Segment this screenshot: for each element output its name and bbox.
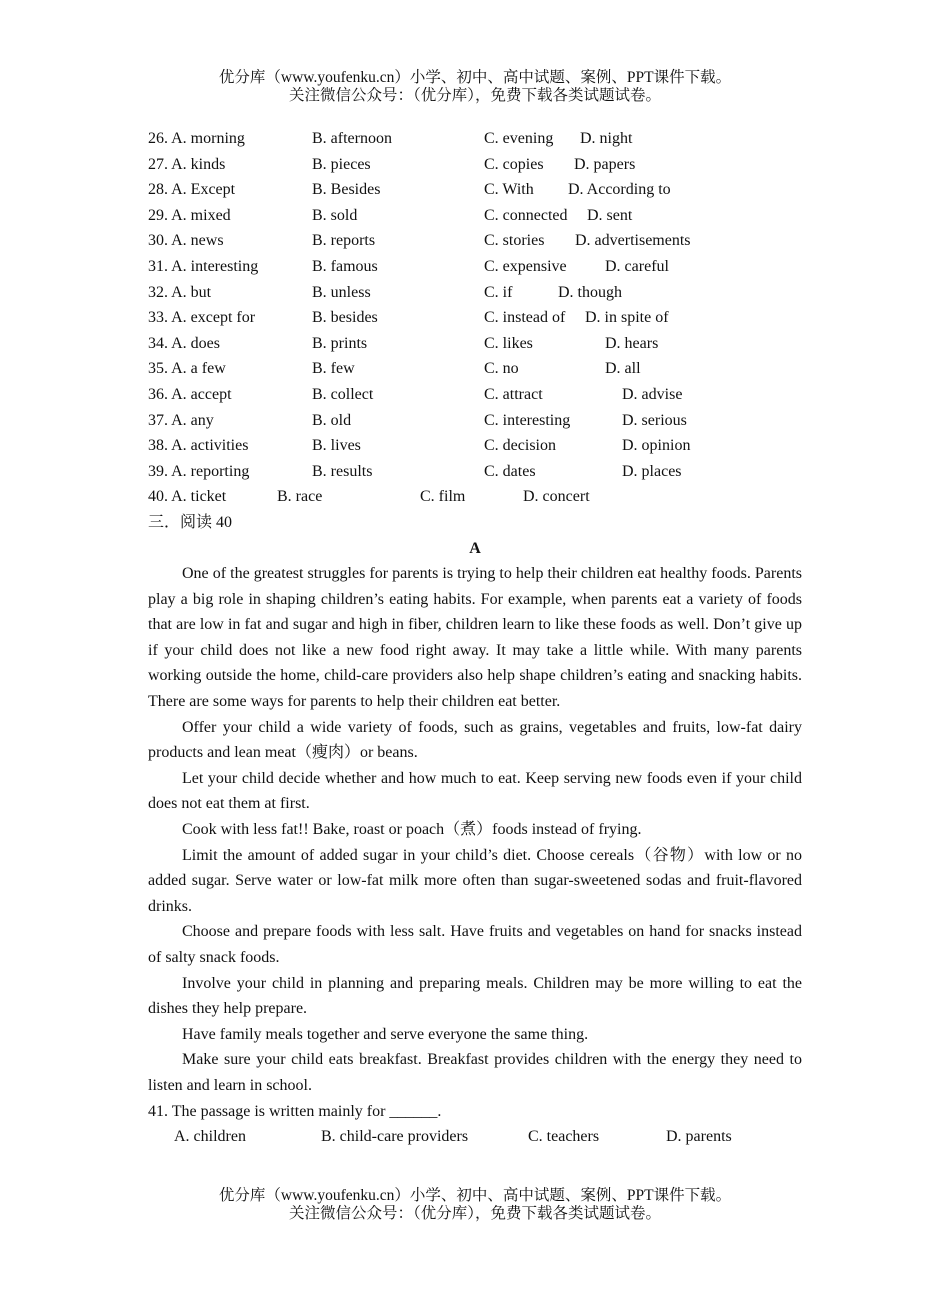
cloze-option-a: 29. A. mixed <box>148 206 231 224</box>
cloze-option-d: D. places <box>622 462 682 480</box>
passage-paragraph: Offer your child a wide variety of foods, such as grains, vegetables and fruits, low-fat dairy products and lean meat（瘦肉）or beans. <box>148 718 802 762</box>
cloze-option-d: D. though <box>558 283 622 301</box>
cloze-option-a: 39. A. reporting <box>148 462 250 480</box>
cloze-option-b: B. few <box>312 360 355 378</box>
question-41-stem: 41. The passage is written mainly for ______. <box>148 1102 442 1120</box>
cloze-row <box>148 228 802 254</box>
passage-paragraph: Cook with less fat!! Bake, roast or poach（煮）foods instead of frying. <box>182 821 642 839</box>
header-line-1: 优分库（www.youfenku.cn）小学、初中、高中试题、案例、PPT课件下载。 <box>218 69 732 86</box>
cloze-row <box>148 254 802 280</box>
cloze-option-d: D. all <box>605 360 641 378</box>
cloze-option-b: B. results <box>312 462 373 480</box>
footer-line-1: 优分库（www.youfenku.cn）小学、初中、高中试题、案例、PPT课件下载。 <box>218 1187 732 1204</box>
cloze-option-d: D. concert <box>523 488 590 506</box>
cloze-row <box>148 356 802 382</box>
cloze-option-c: C. dates <box>484 462 536 480</box>
cloze-option-d: D. hears <box>605 334 659 352</box>
cloze-row <box>148 382 802 408</box>
cloze-option-b: B. race <box>277 488 323 506</box>
footer-line-2: 关注微信公众号：（优分库），免费下载各类试题试卷。 <box>288 1205 661 1222</box>
question-41-option-c: C. teachers <box>528 1128 600 1146</box>
cloze-row <box>148 433 802 459</box>
cloze-option-c: C. film <box>420 488 466 506</box>
cloze-option-b: B. afternoon <box>312 130 392 147</box>
cloze-row <box>148 484 802 510</box>
cloze-option-b: B. unless <box>312 283 371 301</box>
cloze-options-list <box>148 126 802 510</box>
cloze-row <box>148 305 802 331</box>
cloze-option-a: 32. A. but <box>148 283 212 301</box>
passage-title: A <box>469 539 481 557</box>
passage-paragraph: One of the greatest struggles for parents is trying to help their children eat healthy foods. Parents play a big role in shaping children’s eating habits. For example, when parents eat a variety of foods that are low in fat and sugar and high in fiber, children learn to like these foods as well. Don’t give up if your child does not like a new food right away. It may take a little while. With many parents working outside the home, child-care providers also help shape children’s eating and snacking habits. There are some ways for parents to help their children eat better. <box>148 565 802 711</box>
section-heading: 三．阅读 40 <box>148 513 233 531</box>
cloze-option-c: C. interesting <box>484 411 571 429</box>
cloze-row <box>148 126 802 152</box>
cloze-option-c: C. decision <box>484 437 556 455</box>
question-41-option-d: D. parents <box>666 1128 732 1146</box>
cloze-option-c: C. connected <box>484 206 568 224</box>
cloze-option-d: D. According to <box>568 181 671 199</box>
cloze-option-d: D. sent <box>587 206 633 224</box>
question-41-option-b: B. child-care providers <box>321 1128 469 1146</box>
passage-paragraph: Limit the amount of added sugar in your child’s diet. Choose cereals（谷物）with low or no added sugar. Serve water or low-fat milk more often than sugar-sweetened sodas and fruit-flavored drinks. <box>148 846 802 915</box>
cloze-option-c: C. evening <box>484 130 554 147</box>
cloze-option-c: C. instead of <box>484 309 566 327</box>
cloze-option-c: C. attract <box>484 385 543 403</box>
cloze-option-a: 37. A. any <box>148 411 214 429</box>
cloze-option-a: 30. A. news <box>148 232 224 250</box>
cloze-option-c: C. no <box>484 360 519 378</box>
cloze-option-b: B. besides <box>312 309 378 327</box>
cloze-option-b: B. old <box>312 411 352 429</box>
cloze-option-d: D. serious <box>622 411 687 429</box>
passage-paragraph: Make sure your child eats breakfast. Breakfast provides children with the energy they need to listen and learn in school. <box>148 1051 802 1094</box>
cloze-option-c: C. With <box>484 181 534 199</box>
question-41-option-a: A. children <box>174 1128 246 1146</box>
cloze-option-c: C. stories <box>484 232 545 250</box>
cloze-option-a: 26. A. morning <box>148 130 245 147</box>
cloze-option-a: 34. A. does <box>148 334 220 352</box>
cloze-option-c: C. copies <box>484 155 544 173</box>
cloze-option-d: D. advertisements <box>575 232 691 250</box>
cloze-option-d: D. in spite of <box>585 309 669 327</box>
passage-body <box>148 561 802 1098</box>
cloze-option-b: B. prints <box>312 334 368 352</box>
page-header <box>0 69 950 105</box>
cloze-option-a: 27. A. kinds <box>148 155 226 173</box>
cloze-row <box>148 280 802 306</box>
cloze-row <box>148 203 802 229</box>
cloze-option-b: B. reports <box>312 232 376 250</box>
passage-paragraph: Have family meals together and serve everyone the same thing. <box>182 1025 589 1043</box>
cloze-option-d: D. careful <box>605 257 669 275</box>
cloze-option-b: B. Besides <box>312 181 381 199</box>
cloze-row <box>148 177 802 203</box>
cloze-option-b: B. famous <box>312 257 378 275</box>
cloze-option-c: C. likes <box>484 334 533 352</box>
cloze-option-c: C. expensive <box>484 257 567 275</box>
cloze-option-d: D. night <box>580 130 633 147</box>
cloze-option-d: D. papers <box>574 155 636 173</box>
cloze-option-b: B. collect <box>312 385 374 403</box>
cloze-option-a: 35. A. a few <box>148 360 226 378</box>
cloze-option-a: 28. A. Except <box>148 181 236 199</box>
cloze-option-a: 31. A. interesting <box>148 257 259 275</box>
cloze-option-a: 33. A. except for <box>148 309 256 327</box>
cloze-option-d: D. advise <box>622 385 683 403</box>
document-body <box>148 126 802 1150</box>
cloze-row <box>148 331 802 357</box>
question-41-options <box>148 1124 802 1150</box>
passage-paragraph: Let your child decide whether and how much to eat. Keep serving new foods even if your child does not eat them at first. <box>148 769 802 813</box>
cloze-row <box>148 459 802 485</box>
cloze-option-a: 40. A. ticket <box>148 488 227 506</box>
cloze-option-a: 38. A. activities <box>148 437 249 455</box>
cloze-option-c: C. if <box>484 283 513 301</box>
header-line-2: 关注微信公众号：（优分库），免费下载各类试题试卷。 <box>288 87 661 104</box>
cloze-row <box>148 408 802 434</box>
cloze-option-b: B. sold <box>312 206 358 224</box>
passage-paragraph: Choose and prepare foods with less salt. Have fruits and vegetables on hand for snacks instead of salty snack foods. <box>148 923 802 966</box>
passage-paragraph: Involve your child in planning and preparing meals. Children may be more willing to eat the dishes they help prepare. <box>148 974 802 1018</box>
cloze-option-b: B. lives <box>312 437 361 455</box>
cloze-option-b: B. pieces <box>312 155 371 173</box>
cloze-row <box>148 152 802 178</box>
cloze-option-a: 36. A. accept <box>148 385 232 403</box>
cloze-option-d: D. opinion <box>622 437 691 455</box>
page-footer <box>0 1187 950 1223</box>
